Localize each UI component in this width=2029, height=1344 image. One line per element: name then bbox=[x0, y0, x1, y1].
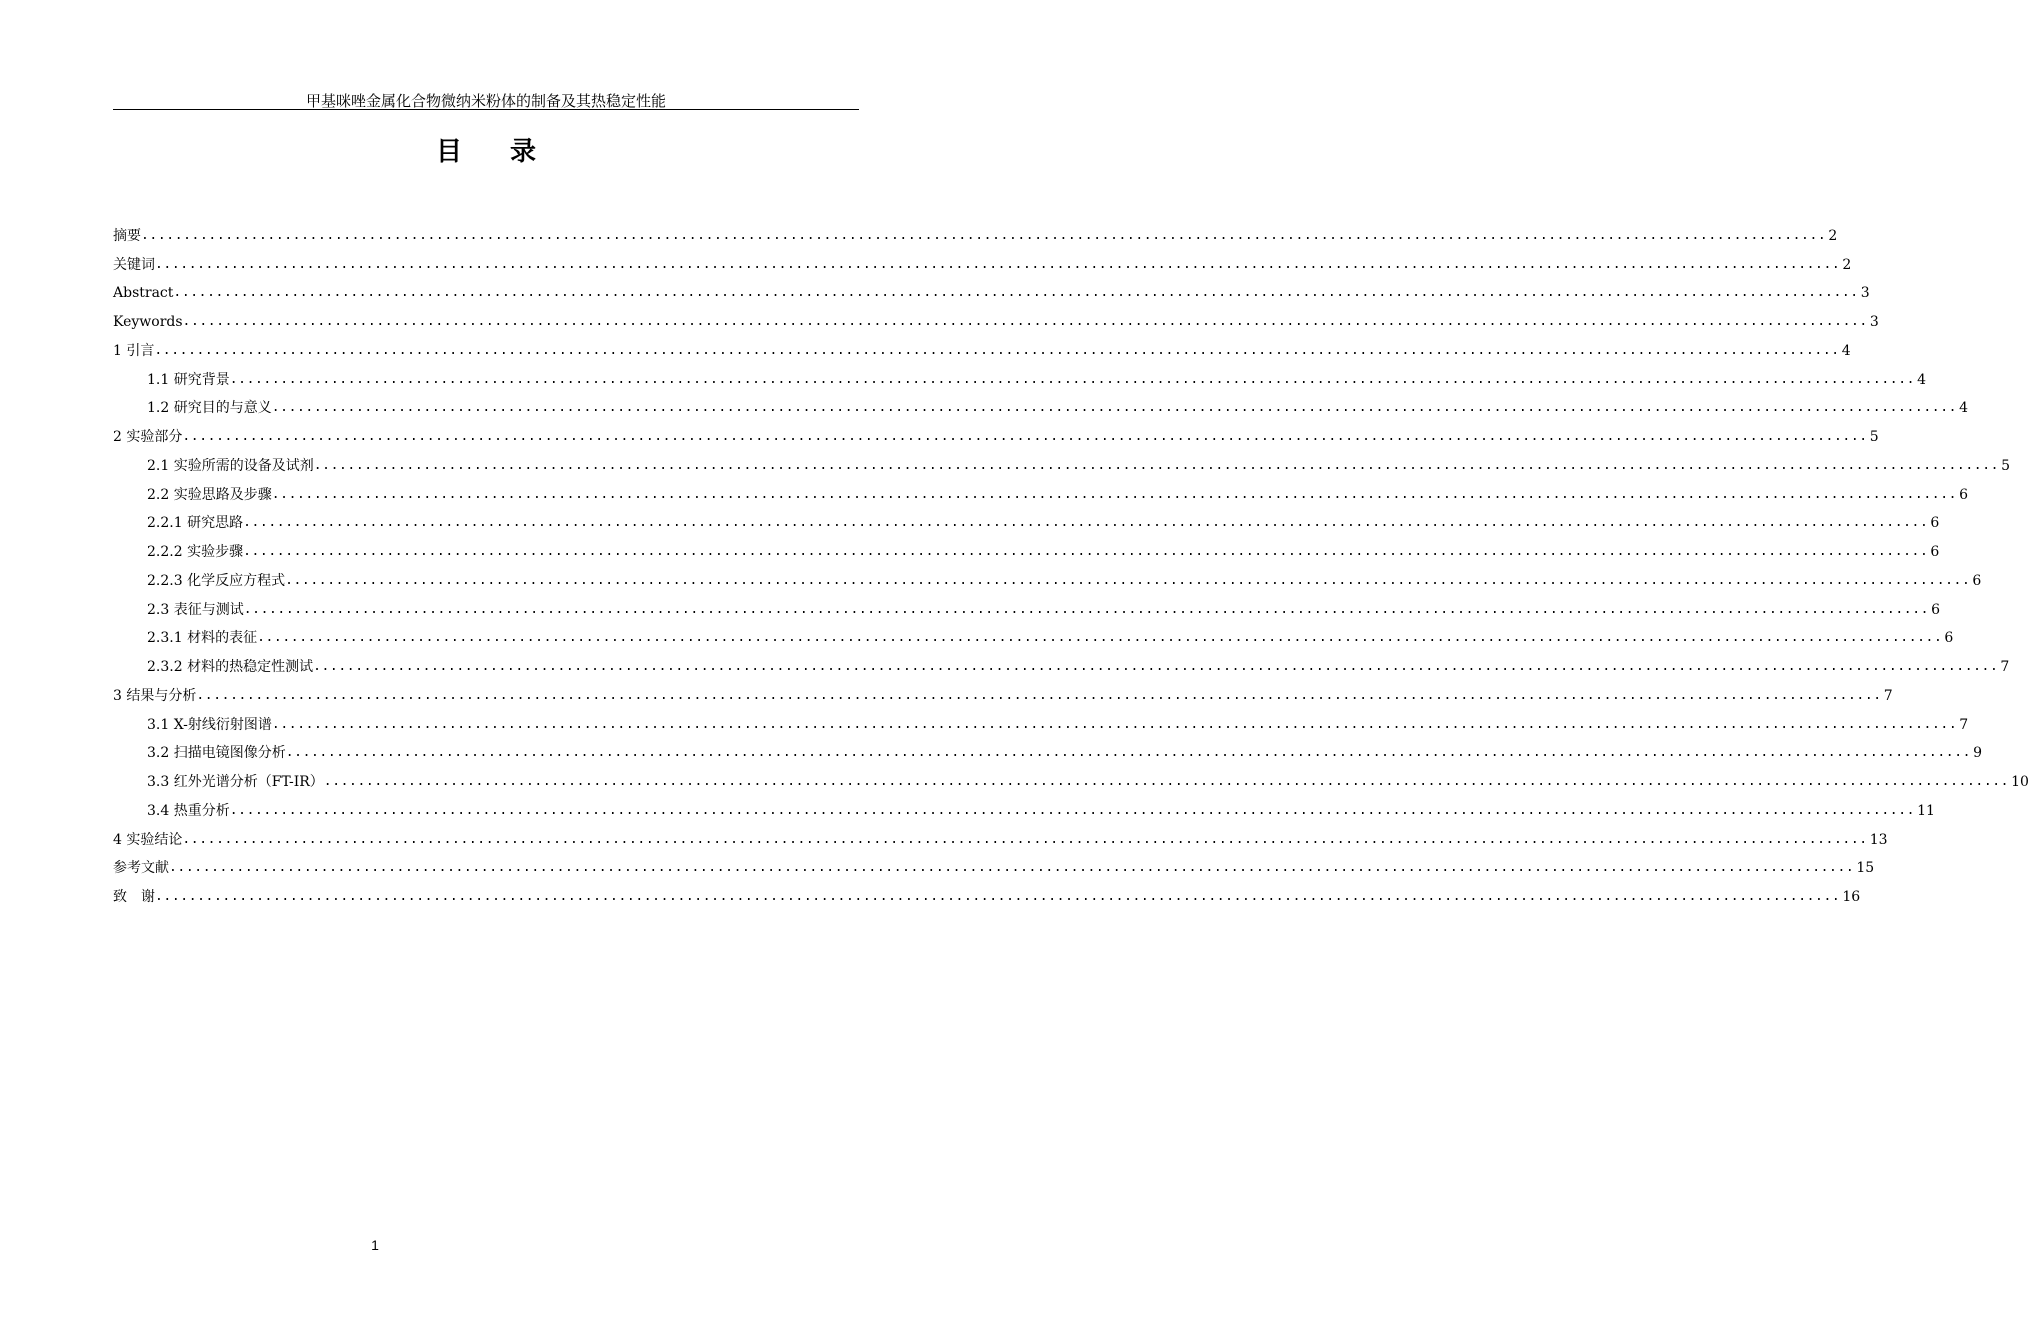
toc-dot-leader: ........................................................................................................................................................................................................ bbox=[196, 687, 1882, 703]
toc-dot-leader: ........................................................................................................................................................................................................ bbox=[155, 256, 1841, 272]
toc-entry-label: 1.1 研究背景 bbox=[147, 371, 230, 388]
toc-entry-page: 4 bbox=[1841, 342, 1851, 359]
toc-entry-label: 摘要 bbox=[113, 227, 141, 244]
toc-entry[interactable] bbox=[113, 390, 1968, 419]
toc-entry[interactable] bbox=[113, 505, 1940, 534]
toc-dot-leader: ........................................................................................................................................................................................................ bbox=[313, 659, 1999, 674]
toc-entry-page: 10 bbox=[2011, 774, 2029, 790]
toc-entry[interactable] bbox=[113, 850, 1875, 879]
toc-entry[interactable] bbox=[113, 275, 1870, 304]
toc-entry[interactable] bbox=[113, 361, 1926, 390]
toc-entry[interactable] bbox=[113, 217, 1838, 246]
toc-dot-leader: ........................................................................................................................................................................................................ bbox=[182, 314, 1868, 329]
toc-entry-label: 3.2 扫描电镜图像分析 bbox=[147, 745, 286, 762]
toc-entry-page: 11 bbox=[1917, 802, 1935, 819]
toc-entry-page: 16 bbox=[1842, 889, 1861, 905]
toc-entry-page: 7 bbox=[1883, 687, 1893, 704]
toc-entry-label: 致 谢 bbox=[113, 889, 155, 905]
toc-entry-page: 7 bbox=[2000, 659, 2010, 675]
toc-entry-label: 2.2.3 化学反应方程式 bbox=[147, 572, 286, 589]
toc-heading bbox=[113, 136, 859, 168]
toc-entry-page: 13 bbox=[1869, 831, 1888, 848]
table-of-contents bbox=[113, 217, 2029, 907]
toc-entry[interactable] bbox=[113, 792, 1935, 821]
toc-entry[interactable] bbox=[113, 648, 2010, 677]
toc-dot-leader: ........................................................................................................................................................................................................ bbox=[141, 227, 1827, 243]
toc-dot-leader: ........................................................................................................................................................................................................ bbox=[243, 544, 1929, 559]
toc-entry-label: 2.3 表征与测试 bbox=[147, 601, 244, 618]
toc-entry-page: 6 bbox=[1930, 515, 1940, 532]
toc-entry[interactable] bbox=[113, 533, 1940, 562]
toc-entry-page: 2 bbox=[1842, 256, 1852, 273]
toc-dot-leader: ........................................................................................................................................................................................................ bbox=[271, 400, 1958, 416]
toc-dot-leader: ........................................................................................................................................................................................................ bbox=[313, 457, 2000, 473]
toc-entry-page: 5 bbox=[1869, 429, 1879, 445]
running-header: 甲基咪唑金属化合物微纳米粉体的制备及其热稳定性能 bbox=[305, 92, 666, 110]
toc-entry[interactable] bbox=[113, 332, 1851, 361]
toc-entry-page: 2 bbox=[1828, 227, 1838, 244]
toc-dot-leader: ........................................................................................................................................................................................................ bbox=[182, 429, 1868, 444]
toc-entry-label: 3.1 X-射线衍射图谱 bbox=[147, 716, 272, 733]
toc-dot-leader: ........................................................................................................................................................................................................ bbox=[182, 831, 1868, 847]
toc-entry-label: Abstract bbox=[113, 285, 174, 302]
toc-dot-leader: ........................................................................................................................................................................................................ bbox=[285, 745, 1972, 761]
toc-entry-label: Keywords bbox=[113, 314, 183, 330]
toc-entry-page: 6 bbox=[1972, 572, 1982, 589]
toc-entry[interactable] bbox=[113, 763, 2029, 792]
toc-dot-leader: ........................................................................................................................................................................................................ bbox=[169, 860, 1855, 876]
page-number: 1 bbox=[371, 1237, 379, 1253]
toc-entry-page: 7 bbox=[1959, 716, 1969, 733]
toc-entry-label: 4 实验结论 bbox=[113, 831, 183, 848]
toc-dot-leader: ........................................................................................................................................................................................................ bbox=[257, 630, 1943, 646]
toc-dot-leader: ........................................................................................................................................................................................................ bbox=[271, 716, 1958, 732]
toc-entry[interactable] bbox=[113, 303, 1879, 332]
toc-dot-leader: ........................................................................................................................................................................................................ bbox=[229, 371, 1916, 387]
toc-dot-leader: ........................................................................................................................................................................................................ bbox=[271, 486, 1958, 502]
toc-entry[interactable] bbox=[113, 677, 1893, 706]
toc-entry-label: 1.2 研究目的与意义 bbox=[147, 400, 272, 417]
toc-entry-label: 2.3.2 材料的热稳定性测试 bbox=[147, 659, 314, 675]
toc-dot-leader: ........................................................................................................................................................................................................ bbox=[173, 285, 1859, 301]
toc-dot-leader: ........................................................................................................................................................................................................ bbox=[285, 572, 1971, 588]
toc-entry-label: 2.2 实验思路及步骤 bbox=[147, 486, 272, 503]
toc-entry-label: 参考文献 bbox=[113, 860, 169, 877]
toc-entry-page: 6 bbox=[1944, 630, 1954, 647]
toc-entry-page: 3 bbox=[1860, 285, 1870, 302]
toc-entry[interactable] bbox=[113, 418, 1879, 447]
toc-entry[interactable] bbox=[113, 246, 1852, 275]
toc-entry-page: 9 bbox=[1973, 745, 1982, 762]
toc-entry-label: 3.4 热重分析 bbox=[147, 802, 230, 819]
toc-entry-label: 3 结果与分析 bbox=[113, 687, 197, 704]
toc-entry[interactable] bbox=[113, 620, 1954, 649]
toc-entry[interactable] bbox=[113, 735, 1982, 764]
toc-entry-label: 关键词 bbox=[113, 256, 155, 273]
toc-entry[interactable] bbox=[113, 821, 1888, 850]
toc-heading-left: 目 bbox=[435, 137, 462, 167]
toc-dot-leader: ........................................................................................................................................................................................................ bbox=[243, 601, 1930, 617]
toc-entry-label: 2.3.1 材料的表征 bbox=[147, 630, 258, 647]
toc-dot-leader: ........................................................................................................................................................................................................ bbox=[243, 515, 1929, 531]
toc-entry[interactable] bbox=[113, 476, 1968, 505]
toc-entry-page: 4 bbox=[1959, 400, 1968, 417]
toc-entry-page: 15 bbox=[1856, 860, 1875, 877]
toc-dot-leader: ........................................................................................................................................................................................................ bbox=[229, 802, 1916, 818]
toc-entry[interactable] bbox=[113, 878, 1861, 907]
toc-entry-page: 6 bbox=[1930, 544, 1940, 560]
toc-entry-label: 2.2.2 实验步骤 bbox=[147, 544, 244, 560]
toc-entry-page: 3 bbox=[1869, 314, 1879, 330]
toc-entry-label: 2.2.1 研究思路 bbox=[147, 515, 244, 532]
toc-entry-label: 2 实验部分 bbox=[113, 429, 183, 445]
toc-heading-right: 录 bbox=[510, 137, 537, 167]
toc-entry-page: 6 bbox=[1959, 486, 1968, 503]
toc-dot-leader: ........................................................................................................................................................................................................ bbox=[154, 342, 1840, 358]
toc-entry-label: 1 引言 bbox=[113, 342, 155, 359]
toc-entry[interactable] bbox=[113, 447, 2010, 476]
toc-entry[interactable] bbox=[113, 706, 1969, 735]
toc-entry-page: 6 bbox=[1931, 601, 1940, 618]
toc-entry-label: 3.3 红外光谱分析（FT-IR） bbox=[147, 774, 324, 790]
toc-dot-leader: ........................................................................................................................................................................................................ bbox=[323, 774, 2010, 789]
header-divider bbox=[113, 109, 859, 110]
toc-entry[interactable] bbox=[113, 591, 1940, 620]
toc-entry[interactable] bbox=[113, 562, 1982, 591]
toc-entry-page: 5 bbox=[2001, 457, 2010, 474]
toc-entry-label: 2.1 实验所需的设备及试剂 bbox=[147, 457, 314, 474]
toc-dot-leader: ........................................................................................................................................................................................................ bbox=[155, 889, 1841, 904]
toc-entry-page: 4 bbox=[1917, 371, 1926, 388]
